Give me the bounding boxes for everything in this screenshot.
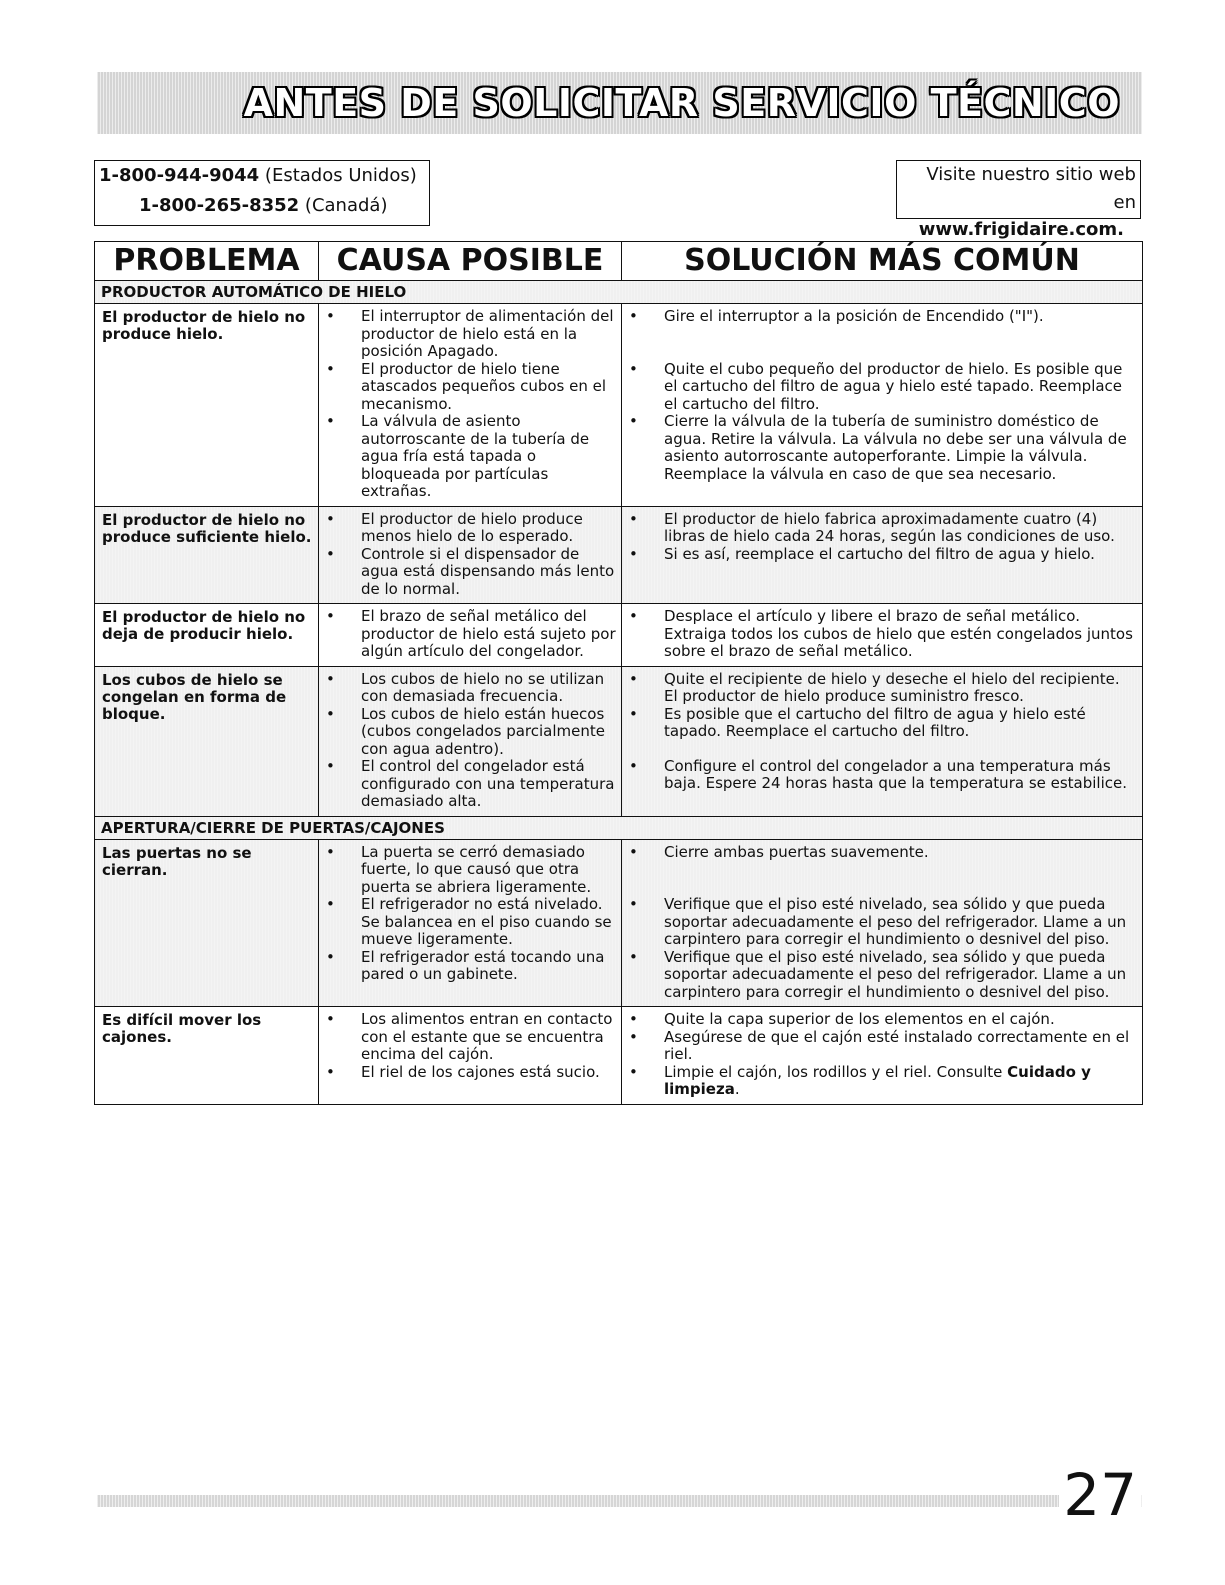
cause-item: • La válvula de asiento autorroscante de la tubería de agua fría está tapada o bloqueada por partículas extrañas. (319, 413, 617, 501)
problem-cell: Las puertas no se cierran. (95, 839, 319, 1007)
us-phone-line (99, 161, 425, 191)
cause-cell (319, 839, 622, 1007)
solution-item: • Si es así, reemplace el cartucho del filtro de agua y hielo. (622, 546, 1138, 564)
column-header-problem: PROBLEMA (95, 242, 319, 281)
cause-item: • Los cubos de hielo están huecos (cubos congelados parcialmente con agua adentro). (319, 706, 617, 759)
website-contact-box (896, 160, 1141, 240)
problem-cell: El productor de hielo no produce hielo. (95, 304, 319, 507)
solution-cell (622, 304, 1143, 507)
section-row (95, 816, 1143, 839)
solution-item (622, 1064, 1138, 1099)
table-header-row (95, 242, 1143, 281)
cause-cell (319, 304, 622, 507)
ca-phone-label: (Canadá) (304, 195, 388, 216)
solution-cell (622, 666, 1143, 816)
cause-item: • El productor de hielo tiene atascados pequeños cubos en el mecanismo. (319, 361, 617, 414)
care-cleaning-reference: Cuidado y limpieza (664, 1062, 1091, 1098)
solution-cell (622, 839, 1143, 1007)
solution-item: • Verifique que el piso esté nivelado, sea sólido y que pueda soportar adecuadamente el peso del refrigerador. Llame a un carpintero para corregir el hundimiento o desnivel del piso. (622, 949, 1138, 1002)
solution-item: • Quite la capa superior de los elementos en el cajón. (622, 1011, 1138, 1029)
section-title-ice-maker: PRODUCTOR AUTOMÁTICO DE HIELO (95, 281, 1143, 304)
solution-item: • Es posible que el cartucho del filtro de agua y hielo esté tapado. Reemplace el cartucho del filtro. (622, 706, 1138, 741)
footer-band (97, 1495, 1142, 1507)
cause-item: • El productor de hielo produce menos hielo de lo esperado. (319, 511, 617, 546)
solution-cell (622, 1007, 1143, 1105)
solution-end: . (734, 1080, 740, 1098)
table-row (95, 604, 1143, 667)
table-row (95, 666, 1143, 816)
cause-item: • El refrigerador no está nivelado. Se balancea en el piso cuando se mueve ligeramente. (319, 896, 617, 949)
problem-cell: Los cubos de hielo se congelan en forma de bloque. (95, 666, 319, 816)
table-row (95, 304, 1143, 507)
website-intro: Visite nuestro sitio web en (926, 164, 1136, 213)
problem-cell: El productor de hielo no produce suficiente hielo. (95, 506, 319, 604)
solution-item: • Gire el interruptor a la posición de Encendido ("I"). (622, 308, 1138, 326)
solution-item: • Quite el recipiente de hielo y deseche el hielo del recipiente. El productor de hielo produce suministro fresco. (622, 671, 1138, 706)
solution-item: • Cierre ambas puertas suavemente. (622, 844, 1138, 862)
section-row (95, 281, 1143, 304)
cause-cell (319, 604, 622, 667)
ca-phone-line (99, 191, 425, 221)
cause-item: • El control del congelador está configurado con una temperatura demasiado alta. (319, 758, 617, 811)
cause-item: • El riel de los cajones está sucio. (319, 1064, 617, 1082)
solution-item: • Cierre la válvula de la tubería de suministro doméstico de agua. Retire la válvula. La válvula no debe ser una válvula de asiento autorroscante autoperforante. Limpie la válvula. Reemplace la válvula en caso de que sea necesario. (622, 413, 1138, 483)
cause-item: • Controle si el dispensador de agua está dispensando más lento de lo normal. (319, 546, 617, 599)
cause-cell (319, 1007, 622, 1105)
page-number: 27 (1059, 1462, 1141, 1528)
table-row (95, 506, 1143, 604)
cause-cell (319, 506, 622, 604)
problem-cell: El productor de hielo no deja de producir hielo. (95, 604, 319, 667)
solution-item: • El productor de hielo fabrica aproximadamente cuatro (4) libras de hielo cada 24 horas, según las condiciones de uso. (622, 511, 1138, 546)
solution-item: • Asegúrese de que el cajón esté instalado correctamente en el riel. (622, 1029, 1138, 1064)
troubleshooting-table (94, 241, 1143, 1105)
cause-item: • El brazo de señal metálico del productor de hielo está sujeto por algún artículo del congelador. (319, 608, 617, 661)
problem-cell: Es difícil mover los cajones. (95, 1007, 319, 1105)
solution-cell (622, 506, 1143, 604)
cause-item: • Los alimentos entran en contacto con el estante que se encuentra encima del cajón. (319, 1011, 617, 1064)
cause-item: • La puerta se cerró demasiado fuerte, lo que causó que otra puerta se abriera ligeramente. (319, 844, 617, 897)
us-phone-label: (Estados Unidos) (264, 165, 417, 186)
header-banner (97, 72, 1142, 134)
cause-cell (319, 666, 622, 816)
solution-item: • Desplace el artículo y libere el brazo de señal metálico. Extraiga todos los cubos de hielo que estén congelados juntos sobre el brazo de señal metálico. (622, 608, 1138, 661)
us-phone-number: 1-800-944-9044 (99, 165, 260, 186)
cause-item: • El refrigerador está tocando una pared o un gabinete. (319, 949, 617, 984)
cause-item: • El interruptor de alimentación del productor de hielo está en la posición Apagado. (319, 308, 617, 361)
solution-item: • Configure el control del congelador a una temperatura más baja. Espere 24 horas hasta que la temperatura se estabilice. (622, 758, 1138, 793)
cause-item: • Los cubos de hielo no se utilizan con demasiada frecuencia. (319, 671, 617, 706)
table-row (95, 1007, 1143, 1105)
solution-item: • Verifique que el piso esté nivelado, sea sólido y que pueda soportar adecuadamente el peso del refrigerador. Llame a un carpintero para corregir el hundimiento o desnivel del piso. (622, 896, 1138, 949)
phone-contact-box (94, 160, 430, 226)
table-row (95, 839, 1143, 1007)
column-header-cause: CAUSA POSIBLE (319, 242, 622, 281)
website-link[interactable]: www.frigidaire.com. (918, 219, 1124, 240)
section-title-doors-drawers: APERTURA/CIERRE DE PUERTAS/CAJONES (95, 816, 1143, 839)
solution-text: Limpie el cajón, los rodillos y el riel. Consulte (664, 1062, 1008, 1081)
page-title: ANTES DE SOLICITAR SERVICIO TÉCNICO (243, 81, 1120, 125)
solution-item: • Quite el cubo pequeño del productor de hielo. Es posible que el cartucho del filtro de agua y hielo esté tapado. Reemplace el cartucho del filtro. (622, 361, 1138, 414)
solution-cell (622, 604, 1143, 667)
column-header-solution: SOLUCIÓN MÁS COMÚN (622, 242, 1143, 281)
ca-phone-number: 1-800-265-8352 (139, 195, 300, 216)
